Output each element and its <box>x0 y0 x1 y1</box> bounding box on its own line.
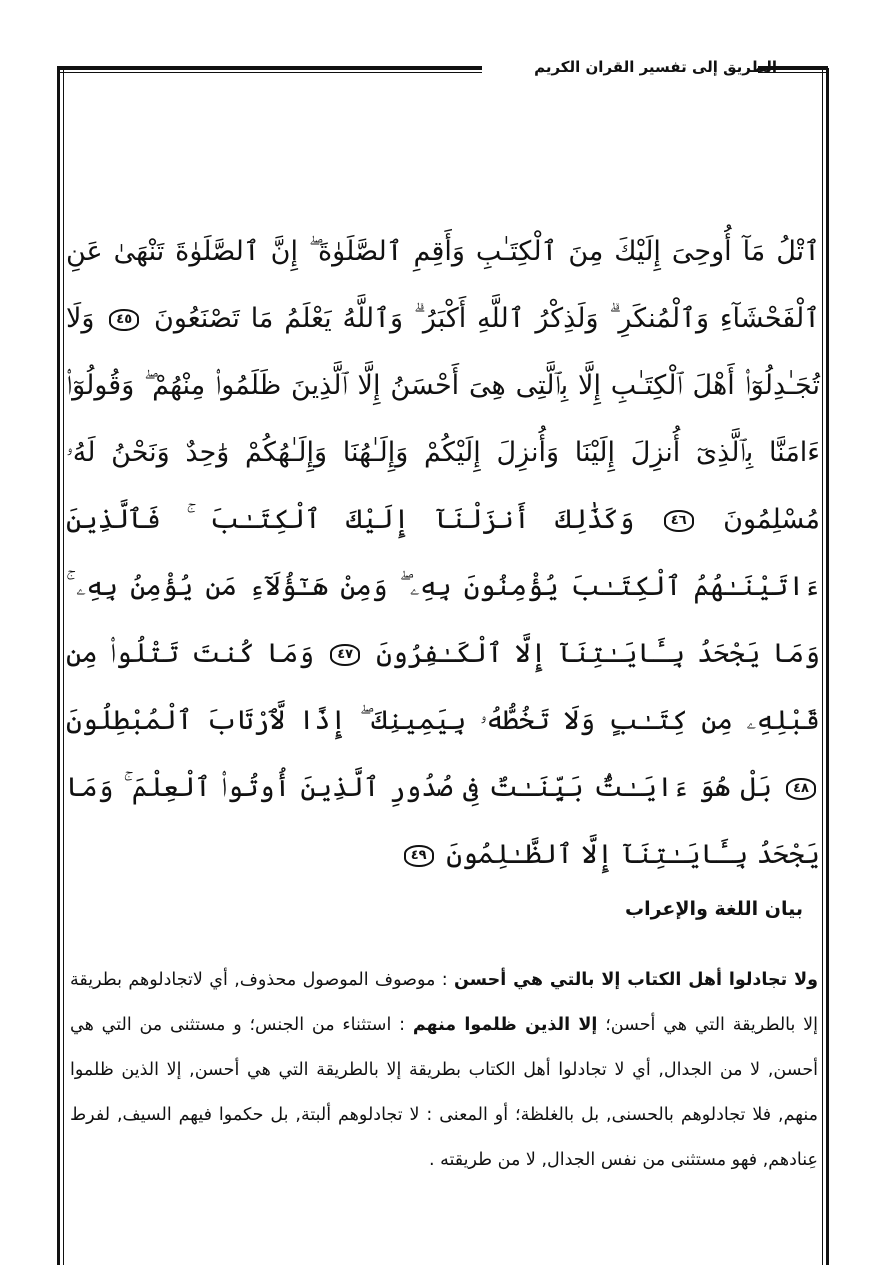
verse-49-text: بَلْ هُوَ ءَايَـٰتٌۢ بَيِّنَـٰتٌ فِى صُدُورِ ٱلَّذِينَ أُوتُوا۟ ٱلْعِلْمَ ۚ وَمَا يَجْحَدُ بِـَٔايَـٰتِنَآ إِلَّا ٱلظَّـٰلِمُونَ <box>66 772 820 870</box>
commentary-text <box>70 958 818 1183</box>
verse-47-text: وَكَذَٰلِكَ أَنزَلْنَآ إِلَيْكَ ٱلْكِتَـٰبَ ۚ فَٱلَّذِينَ ءَاتَيْنَـٰهُمُ ٱلْكِتَـٰبَ يُؤْمِنُونَ بِهِۦ ۖ وَمِنْ هَـٰٓؤُلَآءِ مَن يُؤْمِنُ بِهِۦ ۚ وَمَا يَجْحَدُ بِـَٔايَـٰتِنَآ إِلَّا ٱلْكَـٰفِرُونَ <box>66 504 820 669</box>
running-header: الطريق إلى تفسير القران الكريم <box>534 58 777 76</box>
ayah-number-46: ٤٦ <box>664 510 694 532</box>
page-border-left <box>57 68 60 1265</box>
commentary-quote-2: إلا الذين ظلموا منهم <box>412 1015 598 1035</box>
ayah-number-47: ٤٧ <box>330 644 360 666</box>
verse-48-text: وَمَا كُنتَ تَتْلُوا۟ مِن قَبْلِهِۦ مِن كِتَـٰبٍ وَلَا تَخُطُّهُۥ بِيَمِينِكَ ۖ إِذًا لَّٱرْتَابَ ٱلْمُبْطِلُونَ <box>66 638 820 736</box>
header-rule-left-thin <box>57 72 482 73</box>
commentary-paragraph <box>70 958 818 1183</box>
page-border-left-inner <box>63 68 64 1265</box>
verse-45-text: ٱتْلُ مَآ أُوحِىَ إِلَيْكَ مِنَ ٱلْكِتَـٰبِ وَأَقِمِ ٱلصَّلَوٰةَ ۖ إِنَّ ٱلصَّلَوٰةَ تَنْهَىٰ عَنِ ٱلْفَحْشَآءِ وَٱلْمُنكَرِ ۗ وَلَذِكْرُ ٱللَّهِ أَكْبَرُ ۗ وَٱللَّهُ يَعْلَمُ مَا تَصْنَعُونَ <box>66 236 820 334</box>
verse-paragraph <box>66 218 820 888</box>
verse-46-text: وَلَا تُجَـٰدِلُوٓا۟ أَهْلَ ٱلْكِتَـٰبِ إِلَّا بِٱلَّتِى هِىَ أَحْسَنُ إِلَّا ٱلَّذِينَ ظَلَمُوا۟ مِنْهُمْ ۖ وَقُولُوٓا۟ ءَامَنَّا بِٱلَّذِىٓ أُنزِلَ إِلَيْنَا وَأُنزِلَ إِلَيْكُمْ وَإِلَـٰهُنَا وَإِلَـٰهُكُمْ وَٰحِدٌ وَنَحْنُ لَهُۥ مُسْلِمُونَ <box>66 303 820 535</box>
header-rule-left <box>57 66 482 70</box>
commentary-explanation-2: : استثناء من الجنس؛ و مستثنى من التي هي أحسن, لا من الجدال, أي لا تجادلوا أهل الكتاب بطريقة إلا بالطريقة التي هي أحسن, إلا الذين ظلموا منهم, فلا تجادلوهم بالحسنى, بل بالغلظة؛ أو المعنى : لا تجادلوهم ألبتة, بل حكموا فيهم السيف, لفرط عِنادهم, فهو مستثنى من نفس الجدال, لا من طريقته . <box>70 1015 818 1170</box>
page-border-right <box>826 68 829 1265</box>
ayah-number-49: ٤٩ <box>404 845 434 867</box>
quran-verses <box>66 218 820 888</box>
commentary-explanation-1: : موصوف الموصول محذوف, أي لاتجادلوهم بطريقة إلا بالطريقة التي هي أحسن؛ <box>70 970 818 1035</box>
commentary-quote-1: ولا تجادلوا أهل الكتاب إلا بالتي هي أحسن <box>454 970 818 990</box>
section-heading: بيان اللغة والإعراب <box>625 898 803 920</box>
ayah-number-48: ٤٨ <box>786 778 816 800</box>
ayah-number-45: ٤٥ <box>109 309 139 331</box>
page-border-right-inner <box>822 68 823 1265</box>
